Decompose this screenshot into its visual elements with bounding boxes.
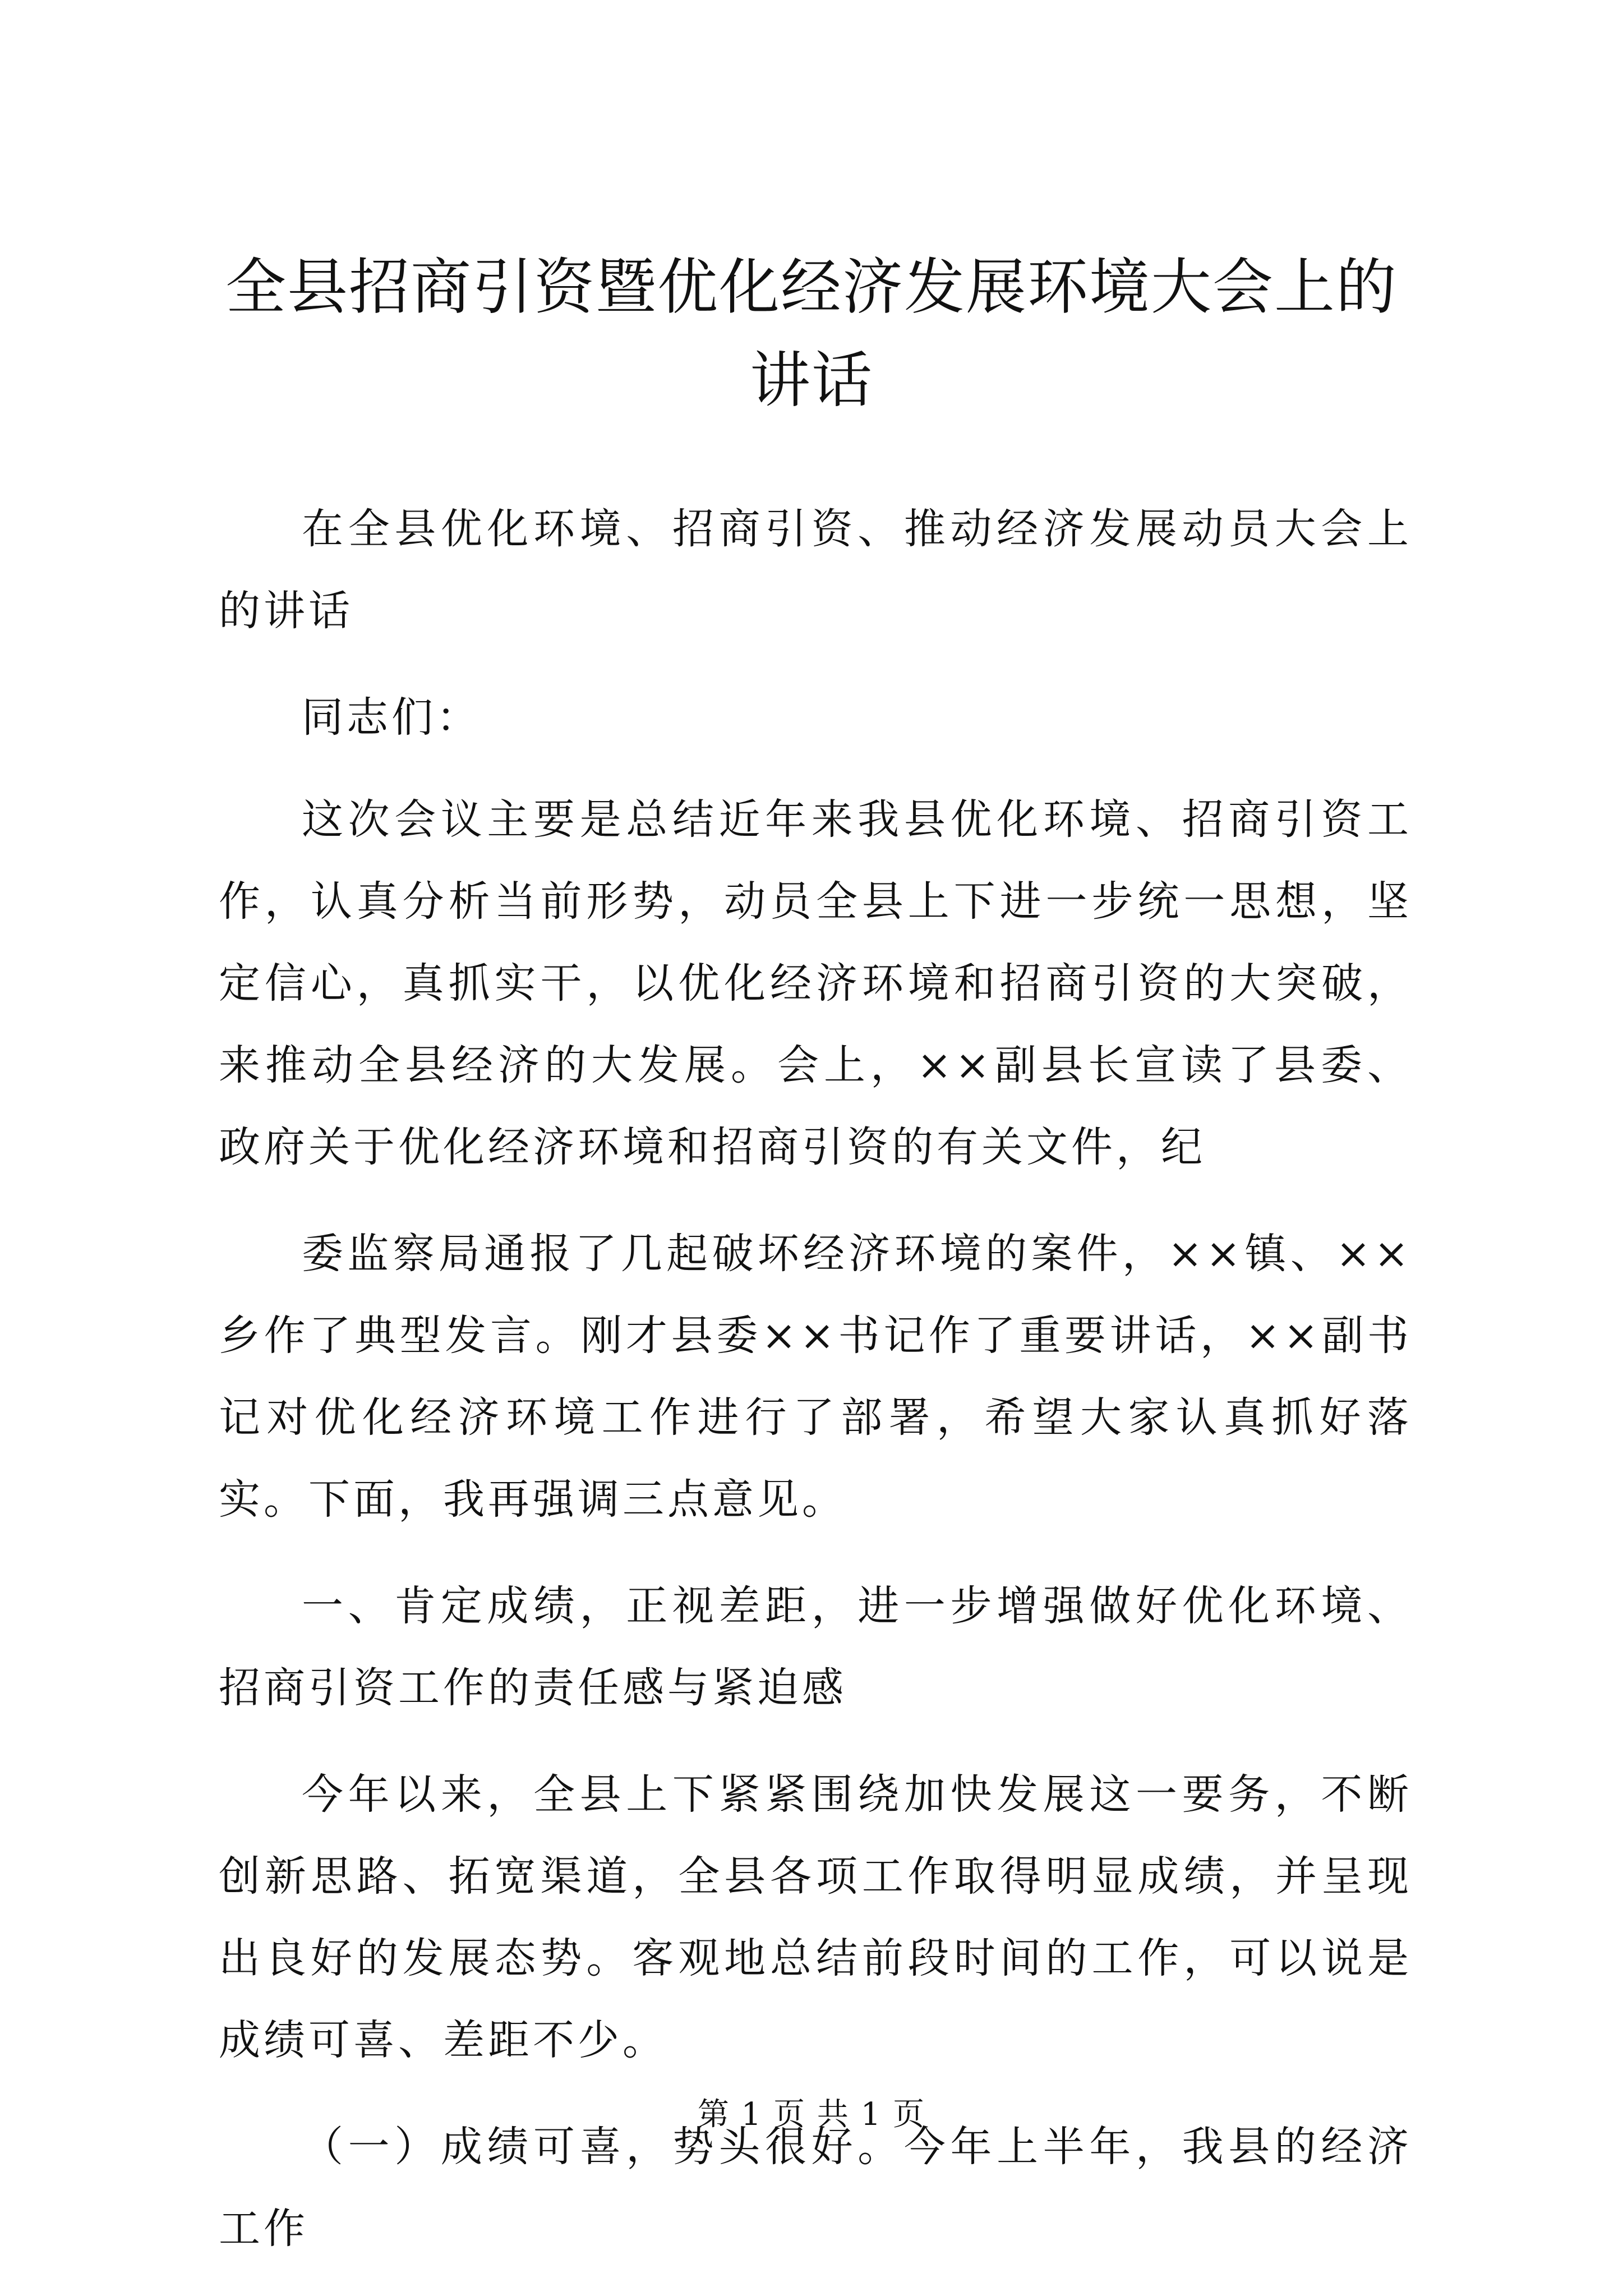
greeting-paragraph: 同志们： — [302, 693, 481, 742]
document-title: 全县招商引资暨优化经济发展环境大会上的讲话 — [225, 252, 1398, 416]
body-paragraph: 委监察局通报了几起破坏经济环境的案件，××镇、××乡作了典型发言。刚才县委××书记作了重要讲话，××副书记对优化经济环境工作进行了部署，希望大家认真抓好落实。下面，我再强调三点意见。 — [219, 1230, 1412, 1524]
document-body — [219, 488, 1412, 2294]
body-paragraph: 这次会议主要是总结近年来我县优化环境、招商引资工作，认真分析当前形势，动员全县上下进一步统一思想，坚定信心，真抓实干，以优化经济环境和招商引资的大突破，来推动全县经济的大发展。会上，××副县长宣读了县委、政府关于优化经济环境和招商引资的有关文件，纪 — [219, 795, 1412, 1171]
section-heading: 一、肯定成绩，正视差距，进一步增强做好优化环境、招商引资工作的责任感与紧迫感 — [219, 1582, 1412, 1712]
page-footer: 第 1 页 共 1 页 — [697, 2096, 926, 2133]
body-paragraph: 今年以来，全县上下紧紧围绕加快发展这一要务，不断创新思路、拓宽渠道，全县各项工作取得明显成绩，并呈现出良好的发展态势。客观地总结前段时间的工作，可以说是成绩可喜、差距不少。 — [219, 1770, 1412, 2064]
subtitle-paragraph: 在全县优化环境、招商引资、推动经济发展动员大会上的讲话 — [219, 505, 1412, 635]
subsection-paragraph: （一）成绩可喜，势头很好。今年上半年，我县的经济工作 — [219, 2123, 1412, 2253]
